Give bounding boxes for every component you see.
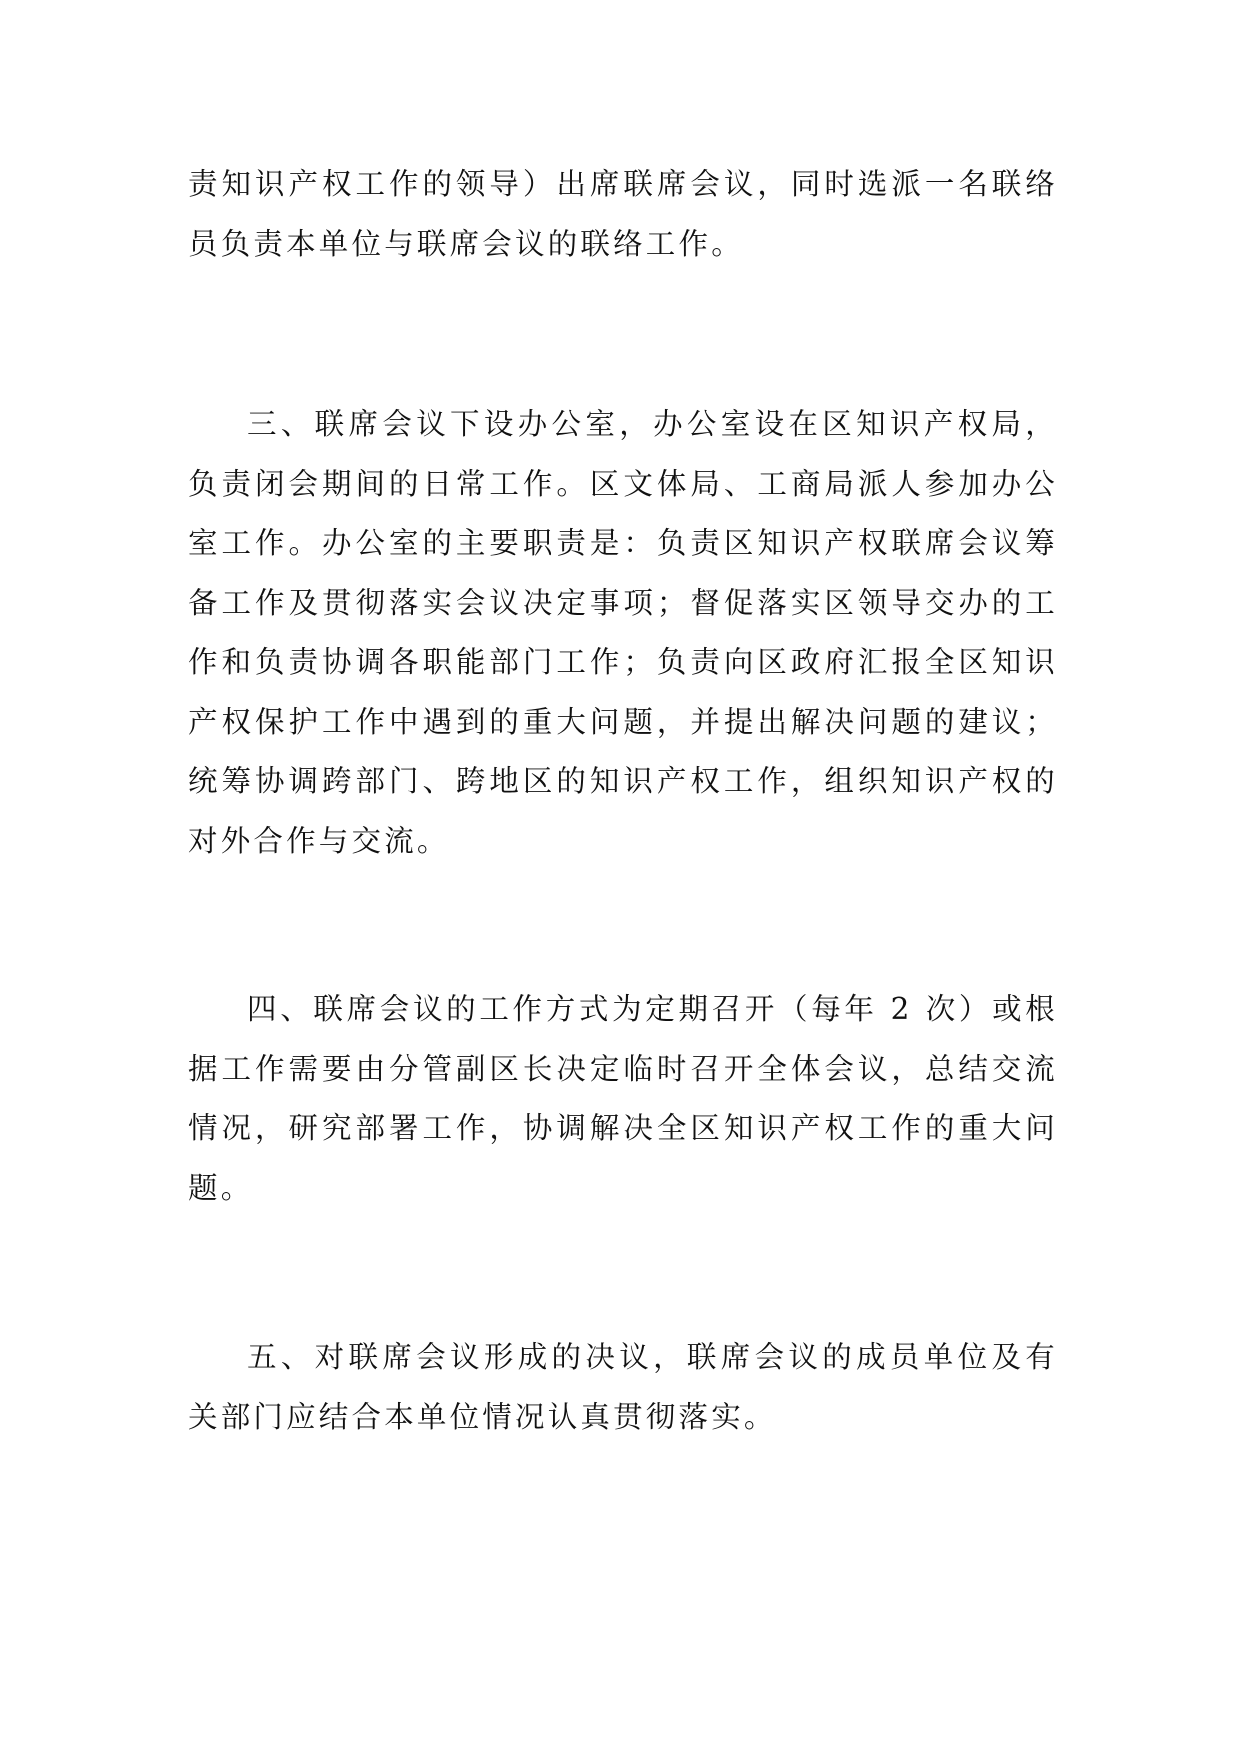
paragraph-section-three: 三、联席会议下设办公室，办公室设在区知识产权局，负责闭会期间的日常工作。区文体局、工商局派人参加办公室工作。办公室的主要职责是：负责区知识产权联席会议筹备工作及贯彻落实会议决定事项；督促落实区领导交办的工作和负责协调各职能部门工作；负责向区政府汇报全区知识产权保护工作中遇到的重大问题，并提出解决问题的建议；统筹协调跨部门、跨地区的知识产权工作，组织知识产权的对外合作与交流。 xyxy=(188,407,1058,858)
paragraph-section-five: 五、对联席会议形成的决议，联席会议的成员单位及有关部门应结合本单位情况认真贯彻落实。 xyxy=(188,1340,1058,1434)
paragraph-continuation: 责知识产权工作的领导）出席联席会议，同时选派一名联络员负责本单位与联席会议的联络工作。 xyxy=(188,167,1058,261)
paragraph-section-four: 四、联席会议的工作方式为定期召开（每年 2 次）或根据工作需要由分管副区长决定临时召开全体会议，总结交流情况，研究部署工作，协调解决全区知识产权工作的重大问题。 xyxy=(188,992,1058,1205)
